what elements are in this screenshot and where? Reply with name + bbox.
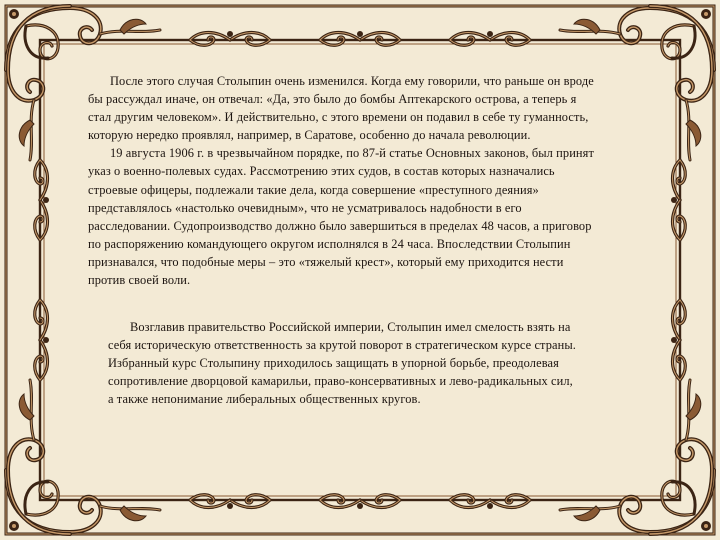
paragraph: Возглавив правительство Российской империи, Столыпин имел смелость взять на себя историческую ответственность за крутой поворот в стратегическом курсе страны. Избранный курс Столыпину приходилось защищать в упорной борьбе, преодолевая сопротивление дворцовой камарильи, право-консервативных и лево-радикальных сил, а также непонимание либеральных общественных кругов. [108, 320, 576, 407]
text-block-stolypin-course [108, 318, 578, 408]
paragraph: После этого случая Столыпин очень изменился. Когда ему говорили, что раньше он вроде бы рассуждал иначе, он отвечал: «Да, это было до бомбы Аптекарского острова, а теперь я стал другим человеком». И действительно, с этого времени он подавил в себе ту гуманность, которую нередко проявлял, например, в Саратове, особенно до начала революции. [88, 74, 594, 143]
paragraph: 19 августа 1906 г. в чрезвычайном порядке, по 87-й статье Основных законов, был принят указ о военно-полевых судах. Рассмотрению этих судов, в состав которых назначались строевые офицеры, подлежали такие дела, когда совершение «преступного деяния» представлялось «настолько очевидным», что не усматривалось надобности в его расследовании. Судопроизводство должно было завершиться в пределах 48 часов, а приговор по распоряжению командующего округом исполнялся в 24 часа. Впоследствии Столыпин признавался, что подобные меры – это «тяжелый крест», который ему приходится нести против своей воли. [88, 146, 594, 288]
text-block-stolypin-courts [88, 72, 594, 289]
